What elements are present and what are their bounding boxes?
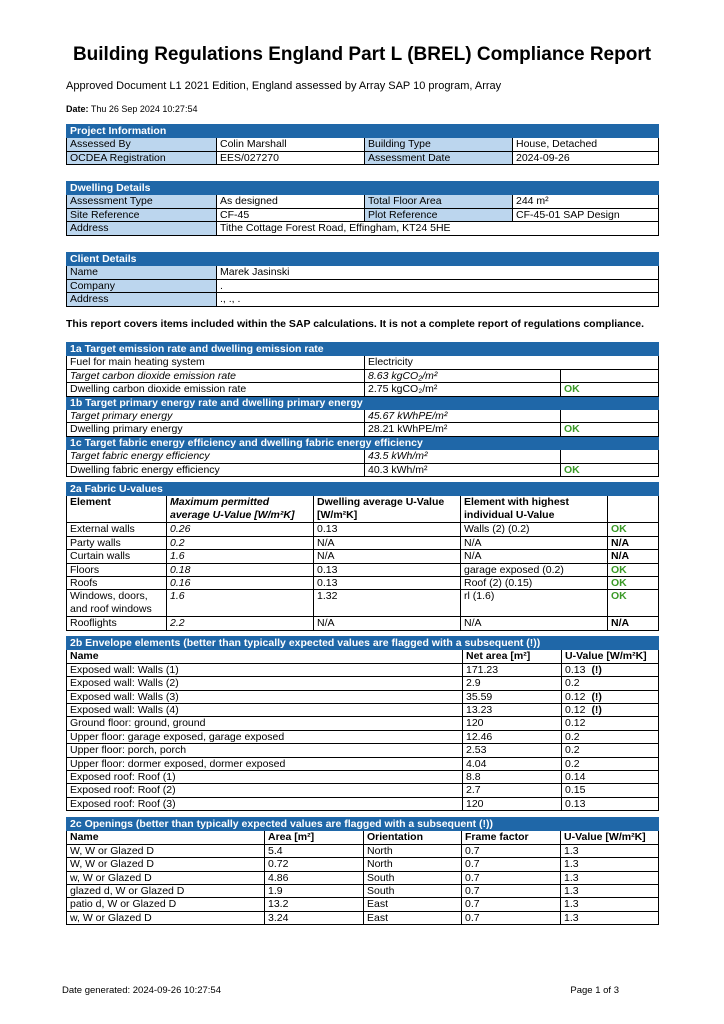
opening-orientation: North xyxy=(364,858,462,871)
status-badge: OK xyxy=(608,563,659,576)
report-title: Building Regulations England Part L (BREL) Compliance Report xyxy=(72,44,652,65)
opening-name: W, W or Glazed D xyxy=(67,844,265,857)
status-badge: N/A xyxy=(608,550,659,563)
highest-element: N/A xyxy=(461,550,608,563)
better-than-expected-flag: (!) xyxy=(591,663,602,676)
section-header: 2a Fabric U-values xyxy=(67,483,659,496)
emission-rate-table xyxy=(66,342,659,477)
field-label: Assessment Date xyxy=(365,151,513,164)
u-value xyxy=(562,717,659,730)
row-value: 40.3 kWh/m² xyxy=(365,463,561,476)
field-label: Total Floor Area xyxy=(365,195,513,208)
field-label: OCDEA Registration xyxy=(67,151,217,164)
row-label: Target fabric energy efficiency xyxy=(67,450,365,463)
table-row xyxy=(67,690,659,703)
field-label: Assessment Type xyxy=(67,195,217,208)
field-label: Assessed By xyxy=(67,138,217,151)
u-value xyxy=(562,677,659,690)
element-name: Exposed roof: Roof (1) xyxy=(67,771,463,784)
table-row xyxy=(67,797,659,810)
field-value: ., ., . xyxy=(217,293,659,306)
footer-date-generated: Date generated: 2024-09-26 10:27:54 xyxy=(62,985,221,996)
field-label: Name xyxy=(67,266,217,279)
frame-factor: 0.7 xyxy=(462,911,561,924)
opening-area: 4.86 xyxy=(265,871,364,884)
field-value: House, Detached xyxy=(513,138,659,151)
element-name: Upper floor: garage exposed, garage exposed xyxy=(67,730,463,743)
element-name: Exposed wall: Walls (1) xyxy=(67,663,463,676)
opening-orientation: East xyxy=(364,898,462,911)
column-header: Element xyxy=(67,496,167,523)
table-row xyxy=(67,911,659,924)
table-row xyxy=(67,523,659,536)
element-name: Exposed wall: Walls (2) xyxy=(67,677,463,690)
date-label: Date: xyxy=(66,104,89,114)
project-information-table xyxy=(66,124,659,165)
highest-element: Walls (2) (0.2) xyxy=(461,523,608,536)
element-name: Windows, doors, and roof windows xyxy=(67,590,167,617)
table-row xyxy=(67,563,659,576)
field-label: Company xyxy=(67,279,217,292)
u-value-number: 0.14 xyxy=(565,771,586,784)
table-row xyxy=(67,663,659,676)
field-value: As designed xyxy=(217,195,365,208)
field-value: 2024-09-26 xyxy=(513,151,659,164)
row-value: 2.75 kgCO₂/m² xyxy=(365,383,561,396)
table-row xyxy=(67,885,659,898)
row-label: Dwelling carbon dioxide emission rate xyxy=(67,383,365,396)
column-header: Name xyxy=(67,831,265,844)
opening-name: glazed d, W or Glazed D xyxy=(67,885,265,898)
row-label: Target carbon dioxide emission rate xyxy=(67,369,365,382)
u-value: 1.3 xyxy=(561,898,659,911)
opening-orientation: South xyxy=(364,871,462,884)
dwelling-details-table xyxy=(66,181,659,236)
max-u-value: 2.2 xyxy=(167,617,314,630)
avg-u-value: 1.32 xyxy=(314,590,461,617)
element-name: Roofs xyxy=(67,577,167,590)
net-area: 4.04 xyxy=(463,757,562,770)
max-u-value: 0.2 xyxy=(167,536,314,549)
envelope-elements-table xyxy=(66,636,659,811)
avg-u-value: N/A xyxy=(314,617,461,630)
u-value xyxy=(562,757,659,770)
table-row xyxy=(67,844,659,857)
better-than-expected-flag: (!) xyxy=(591,690,602,703)
net-area: 35.59 xyxy=(463,690,562,703)
report-date xyxy=(66,104,197,114)
highest-element: rl (1.6) xyxy=(461,590,608,617)
net-area: 120 xyxy=(463,717,562,730)
avg-u-value: 0.13 xyxy=(314,563,461,576)
element-name: Upper floor: dormer exposed, dormer exposed xyxy=(67,757,463,770)
net-area: 12.46 xyxy=(463,730,562,743)
table-row xyxy=(67,704,659,717)
max-u-value: 1.6 xyxy=(167,590,314,617)
net-area: 2.9 xyxy=(463,677,562,690)
u-value-number: 0.2 xyxy=(565,677,580,690)
field-label: Address xyxy=(67,293,217,306)
u-value: 1.3 xyxy=(561,911,659,924)
element-name: Exposed wall: Walls (4) xyxy=(67,704,463,717)
report-subtitle: Approved Document L1 2021 Edition, England assessed by Array SAP 10 program, Array xyxy=(66,80,502,92)
column-header: Dwelling average U-Value [W/m²K] xyxy=(314,496,461,523)
max-u-value: 0.16 xyxy=(167,577,314,590)
table-row xyxy=(67,898,659,911)
frame-factor: 0.7 xyxy=(462,871,561,884)
element-name: Floors xyxy=(67,563,167,576)
u-value xyxy=(562,704,659,717)
status-badge: OK xyxy=(608,523,659,536)
coverage-note: This report covers items included within the SAP calculations. It is not a complete report of regulations compliance. xyxy=(66,318,645,330)
status-badge: N/A xyxy=(608,617,659,630)
max-u-value: 0.18 xyxy=(167,563,314,576)
row-label: Target primary energy xyxy=(67,410,365,423)
opening-area: 13.2 xyxy=(265,898,364,911)
u-value-number: 0.12 xyxy=(565,717,586,730)
table-row xyxy=(67,730,659,743)
avg-u-value: 0.13 xyxy=(314,577,461,590)
table-row xyxy=(67,677,659,690)
net-area: 171.23 xyxy=(463,663,562,676)
highest-element: N/A xyxy=(461,617,608,630)
table-row xyxy=(67,744,659,757)
table-row xyxy=(67,617,659,630)
section-header: Client Details xyxy=(67,253,659,266)
table-row xyxy=(67,536,659,549)
frame-factor: 0.7 xyxy=(462,885,561,898)
u-value xyxy=(562,663,659,676)
highest-element: Roof (2) (0.15) xyxy=(461,577,608,590)
field-value: CF-45 xyxy=(217,208,365,221)
client-details-table xyxy=(66,252,659,307)
element-name: Exposed roof: Roof (3) xyxy=(67,797,463,810)
row-label: Dwelling primary energy xyxy=(67,423,365,436)
table-row xyxy=(67,771,659,784)
opening-area: 0.72 xyxy=(265,858,364,871)
u-value: 1.3 xyxy=(561,844,659,857)
field-value: 244 m² xyxy=(513,195,659,208)
row-label: Dwelling fabric energy efficiency xyxy=(67,463,365,476)
table-row xyxy=(67,717,659,730)
table-row xyxy=(67,784,659,797)
column-header: Frame factor xyxy=(462,831,561,844)
column-header: Element with highest individual U-Value xyxy=(461,496,608,523)
frame-factor: 0.7 xyxy=(462,898,561,911)
u-value xyxy=(562,690,659,703)
section-header: 1a Target emission rate and dwelling emission rate xyxy=(67,343,659,356)
net-area: 120 xyxy=(463,797,562,810)
row-value: 45.67 kWhPE/m² xyxy=(365,410,561,423)
status-badge: N/A xyxy=(608,536,659,549)
section-header: Dwelling Details xyxy=(67,182,659,195)
element-name: Party walls xyxy=(67,536,167,549)
opening-area: 3.24 xyxy=(265,911,364,924)
element-name: External walls xyxy=(67,523,167,536)
u-value-number: 0.13 xyxy=(565,797,586,810)
field-value: CF-45-01 SAP Design xyxy=(513,208,659,221)
section-header: Project Information xyxy=(67,125,659,138)
element-name: Rooflights xyxy=(67,617,167,630)
field-label: Plot Reference xyxy=(365,208,513,221)
opening-name: W, W or Glazed D xyxy=(67,858,265,871)
max-u-value: 0.26 xyxy=(167,523,314,536)
net-area: 8.8 xyxy=(463,771,562,784)
element-name: Exposed wall: Walls (3) xyxy=(67,690,463,703)
table-row xyxy=(67,577,659,590)
table-row xyxy=(67,550,659,563)
avg-u-value: N/A xyxy=(314,536,461,549)
field-value: Tithe Cottage Forest Road, Effingham, KT24 5HE xyxy=(217,222,659,235)
status-badge: OK xyxy=(608,590,659,617)
column-header: U-Value [W/m²K] xyxy=(562,650,659,663)
opening-name: w, W or Glazed D xyxy=(67,911,265,924)
section-header: 1b Target primary energy rate and dwelling primary energy xyxy=(67,396,659,409)
field-value: . xyxy=(217,279,659,292)
net-area: 2.53 xyxy=(463,744,562,757)
column-header: Maximum permitted average U-Value [W/m²K] xyxy=(167,496,314,523)
table-row xyxy=(67,590,659,617)
column-header: Net area [m²] xyxy=(463,650,562,663)
table-row xyxy=(67,871,659,884)
highest-element: N/A xyxy=(461,536,608,549)
net-area: 2.7 xyxy=(463,784,562,797)
column-header: Name xyxy=(67,650,463,663)
row-value: 28.21 kWhPE/m² xyxy=(365,423,561,436)
table-row xyxy=(67,757,659,770)
row-value: 43.5 kWh/m² xyxy=(365,450,561,463)
u-value-number: 0.2 xyxy=(565,744,580,757)
u-value-number: 0.15 xyxy=(565,784,586,797)
u-value-number: 0.13 xyxy=(565,663,586,676)
u-value xyxy=(562,797,659,810)
u-value xyxy=(562,771,659,784)
u-value xyxy=(562,730,659,743)
u-value xyxy=(562,744,659,757)
u-value xyxy=(562,784,659,797)
element-name: Curtain walls xyxy=(67,550,167,563)
u-value-number: 0.2 xyxy=(565,730,580,743)
status-ok: OK xyxy=(561,463,659,476)
u-value: 1.3 xyxy=(561,885,659,898)
section-header: 2b Envelope elements (better than typically expected values are flagged with a subsequent (!)) xyxy=(67,637,659,650)
column-header: Area [m²] xyxy=(265,831,364,844)
column-header: U-Value [W/m²K] xyxy=(561,831,659,844)
opening-name: w, W or Glazed D xyxy=(67,871,265,884)
footer-page-number: Page 1 of 3 xyxy=(570,985,619,996)
field-value: Marek Jasinski xyxy=(217,266,659,279)
frame-factor: 0.7 xyxy=(462,858,561,871)
field-value: Colin Marshall xyxy=(217,138,365,151)
field-label: Building Type xyxy=(365,138,513,151)
table-row xyxy=(67,858,659,871)
opening-area: 1.9 xyxy=(265,885,364,898)
section-header: 1c Target fabric energy efficiency and dwelling fabric energy efficiency xyxy=(67,436,659,449)
fabric-u-values-table xyxy=(66,482,659,631)
status-ok: OK xyxy=(561,383,659,396)
opening-orientation: North xyxy=(364,844,462,857)
avg-u-value: N/A xyxy=(314,550,461,563)
highest-element: garage exposed (0.2) xyxy=(461,563,608,576)
element-name: Ground floor: ground, ground xyxy=(67,717,463,730)
element-name: Upper floor: porch, porch xyxy=(67,744,463,757)
row-value: Electricity xyxy=(365,356,659,369)
column-header: Orientation xyxy=(364,831,462,844)
max-u-value: 1.6 xyxy=(167,550,314,563)
u-value-number: 0.2 xyxy=(565,757,580,770)
field-label: Address xyxy=(67,222,217,235)
status-ok: OK xyxy=(561,423,659,436)
status-badge: OK xyxy=(608,577,659,590)
opening-orientation: East xyxy=(364,911,462,924)
field-label: Site Reference xyxy=(67,208,217,221)
element-name: Exposed roof: Roof (2) xyxy=(67,784,463,797)
opening-area: 5.4 xyxy=(265,844,364,857)
u-value: 1.3 xyxy=(561,871,659,884)
openings-table xyxy=(66,817,659,925)
frame-factor: 0.7 xyxy=(462,844,561,857)
better-than-expected-flag: (!) xyxy=(591,704,602,717)
field-value: EES/027270 xyxy=(217,151,365,164)
u-value: 1.3 xyxy=(561,858,659,871)
section-header: 2c Openings (better than typically expected values are flagged with a subsequent (!)) xyxy=(67,818,659,831)
date-value: Thu 26 Sep 2024 10:27:54 xyxy=(90,104,198,114)
row-value: 8.63 kgCO₂/m² xyxy=(365,369,561,382)
u-value-number: 0.12 xyxy=(565,704,586,717)
row-label: Fuel for main heating system xyxy=(67,356,365,369)
opening-orientation: South xyxy=(364,885,462,898)
avg-u-value: 0.13 xyxy=(314,523,461,536)
u-value-number: 0.12 xyxy=(565,690,586,703)
net-area: 13.23 xyxy=(463,704,562,717)
opening-name: patio d, W or Glazed D xyxy=(67,898,265,911)
